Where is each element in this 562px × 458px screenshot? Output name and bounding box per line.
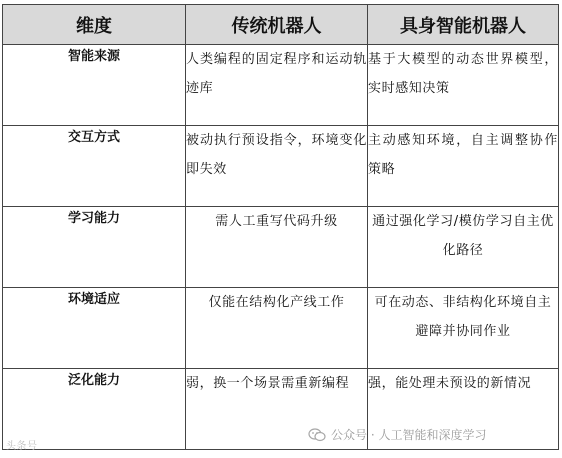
header-dimension: 维度 <box>3 5 186 45</box>
watermark-left: 头条号 <box>6 441 38 452</box>
row-dimension: 智能来源 <box>3 45 186 126</box>
row-dimension: 泛化能力 <box>3 369 186 450</box>
watermark-right <box>308 426 486 443</box>
table-row <box>3 288 559 369</box>
row-embodied-cell: 基于大模型的动态世界模型，实时感知决策 <box>368 45 559 126</box>
wechat-icon <box>308 428 326 442</box>
watermark-right-text: 公众号 · 人工智能和深度学习 <box>331 428 487 442</box>
row-traditional-cell: 仅能在结构化产线工作 <box>186 288 368 369</box>
row-traditional-cell: 人类编程的固定程序和运动轨迹库 <box>186 45 368 126</box>
row-dimension: 学习能力 <box>3 207 186 288</box>
table-header-row <box>3 5 559 45</box>
comparison-table <box>2 4 559 450</box>
row-traditional-cell: 弱，换一个场景需重新编程 <box>186 369 368 450</box>
table-row <box>3 126 559 207</box>
row-embodied-cell: 主动感知环境，自主调整协作策略 <box>368 126 559 207</box>
row-traditional-cell: 被动执行预设指令，环境变化即失效 <box>186 126 368 207</box>
table-row <box>3 207 559 288</box>
row-traditional-cell: 需人工重写代码升级 <box>186 207 368 288</box>
row-dimension: 环境适应 <box>3 288 186 369</box>
row-embodied-cell: 强，能处理未预设的新情况 <box>368 369 559 450</box>
header-embodied-robot: 具身智能机器人 <box>368 5 559 45</box>
row-embodied-cell: 通过强化学习/模仿学习自主优化路径 <box>368 207 559 288</box>
header-traditional-robot: 传统机器人 <box>186 5 368 45</box>
row-dimension: 交互方式 <box>3 126 186 207</box>
row-embodied-cell: 可在动态、非结构化环境自主避障并协同作业 <box>368 288 559 369</box>
table-row <box>3 45 559 126</box>
